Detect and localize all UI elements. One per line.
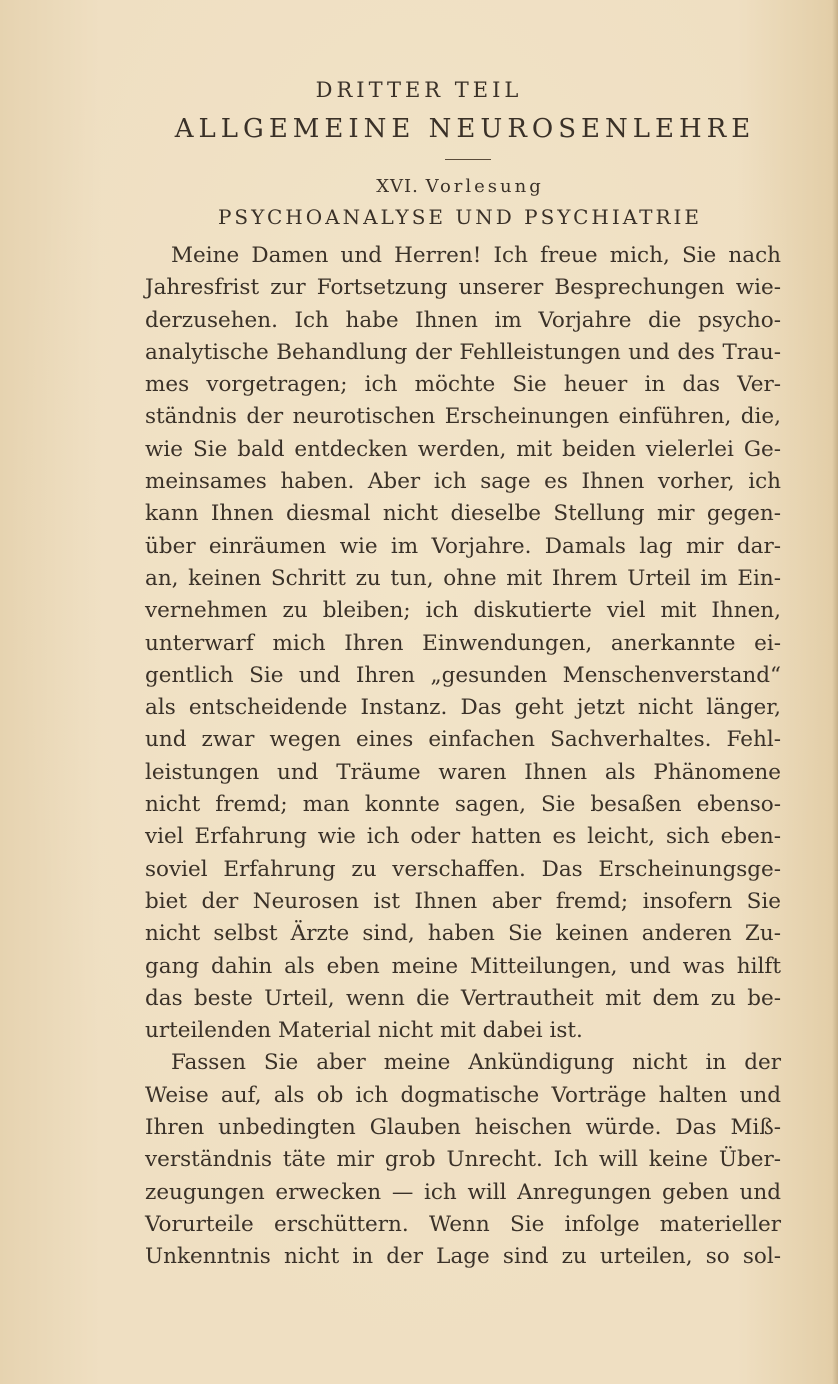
- text-line: urteilenden Material nicht mit dabei ist.: [145, 1018, 583, 1044]
- text-line: zeugungen erwecken — ich will Anregungen geben und: [145, 1179, 781, 1205]
- text-line: ständnis der neurotischen Erscheinungen einführen, die,: [145, 404, 781, 430]
- text-line: meinsames haben. Aber ich sage es Ihnen vorher, ich: [145, 469, 781, 495]
- heading-divider: [445, 159, 491, 160]
- text-line: über einräumen wie im Vorjahre. Damals lag mir dar-: [145, 533, 781, 559]
- text-line: vernehmen zu bleiben; ich diskutierte viel mit Ihnen,: [145, 598, 781, 624]
- part-label: DRITTER TEIL: [315, 78, 523, 102]
- lecture-word: Vorlesung: [425, 176, 544, 197]
- part-title: ALLGEMEINE NEUROSENLEHRE: [174, 114, 756, 144]
- text-line: gentlich Sie und Ihren „gesunden Menschenverstand“: [145, 662, 781, 688]
- text-line: derzusehen. Ich habe Ihnen im Vorjahre die psycho-: [145, 307, 781, 333]
- text-line: leistungen und Träume waren Ihnen als Phänomene: [145, 759, 781, 785]
- text-line: gang dahin als eben meine Mitteilungen, und was hilft: [145, 953, 781, 979]
- text-line: das beste Urteil, wenn die Vertrautheit mit dem zu be-: [145, 985, 781, 1011]
- text-line: biet der Neurosen ist Ihnen aber fremd; insofern Sie: [145, 888, 781, 914]
- text-line: und zwar wegen eines einfachen Sachverhaltes. Fehl-: [145, 727, 781, 753]
- body-text: [145, 240, 781, 1274]
- text-line: verständnis täte mir grob Unrecht. Ich will keine Über-: [145, 1147, 781, 1173]
- text-line: wie Sie bald entdecken werden, mit beiden vielerlei Ge-: [145, 436, 781, 462]
- text-line: Vorurteile erschüttern. Wenn Sie infolge materieller: [145, 1211, 781, 1237]
- text-line: Weise auf, als ob ich dogmatische Vorträge halten und: [145, 1082, 781, 1108]
- text-line: unterwarf mich Ihren Einwendungen, anerkannte ei-: [145, 630, 781, 656]
- text-line: kann Ihnen diesmal nicht dieselbe Stellung mir gegen-: [145, 501, 781, 527]
- text-line: analytische Behandlung der Fehlleistungen und des Trau-: [145, 339, 781, 365]
- text-line: Meine Damen und Herren! Ich freue mich, Sie nach: [171, 243, 781, 268]
- text-line: als entscheidende Instanz. Das geht jetzt nicht länger,: [145, 695, 781, 721]
- text-line: Fassen Sie aber meine Ankündigung nicht in der: [171, 1050, 781, 1076]
- lecture-numeral: XVI.: [376, 176, 419, 197]
- text-line: Ihren unbedingten Glauben heischen würde. Das Miß-: [145, 1115, 781, 1141]
- text-line: nicht selbst Ärzte sind, haben Sie keinen anderen Zu-: [145, 921, 781, 947]
- text-line: viel Erfahrung wie ich oder hatten es leicht, sich eben-: [145, 824, 781, 850]
- text-line: soviel Erfahrung zu verschaffen. Das Erscheinungsge-: [145, 856, 781, 882]
- text-line: mes vorgetragen; ich möchte Sie heuer in das Ver-: [145, 372, 781, 398]
- text-line: Jahresfrist zur Fortsetzung unserer Besprechungen wie-: [145, 275, 781, 301]
- lecture-title: PSYCHOANALYSE UND PSYCHIATRIE: [217, 205, 703, 229]
- text-line: Unkenntnis nicht in der Lage sind zu urteilen, so sol-: [145, 1244, 781, 1270]
- lecture-number: [0, 176, 838, 197]
- text-line: an, keinen Schritt zu tun, ohne mit Ihrem Urteil im Ein-: [145, 565, 781, 591]
- text-line: nicht fremd; man konnte sagen, Sie besaßen ebenso-: [145, 792, 781, 818]
